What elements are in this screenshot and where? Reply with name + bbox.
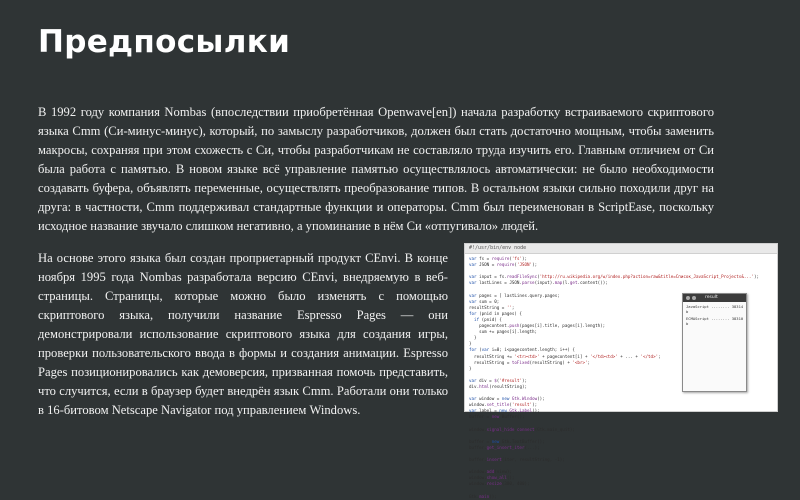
gtk-window-row: JavaScript ........ 38314 b (686, 304, 744, 314)
gtk-window-titlebar (683, 294, 746, 302)
paragraph-cenvi-history: На основе этого языка был создан проприетарный продукт CEnvi. В конце ноября 1995 года Nombas разработала версию CEnvi, внедряемую в веб-страницы. Страницы, которые можно было изменять с помощью скриптового языка, получили название Espresso Pages — они демонстрировали использование скриптового языка для создания игры, проверки пользовательского ввода в формы и создания анимации. Espresso Pages позиционировались как демоверсия, призванная помочь представить, что случится, если в браузер будет внедрён язык Cmm. Работали они только в 16-битовом Netscape Navigator под управлением Windows. (38, 251, 448, 417)
gtk-window-title: result (705, 295, 718, 300)
gtk-result-window (682, 293, 747, 392)
editor-titlebar-text: #!/usr/bin/env node (469, 245, 527, 251)
window-close-icon (686, 296, 690, 300)
gtk-window-row: ECMAScript ........ 38310 b (686, 316, 744, 326)
slide-title: Предпосылки (38, 24, 291, 60)
paragraph-cmm-history: В 1992 году компания Nombas (впоследствии приобретённая Openwave[en]) начала разработку встраиваемого скриптового языка Cmm (Си-минус-минус), который, по замыслу разработчиков, должен был стать достаточно мощным, чтобы заменить макросы, сохраняя при этом схожесть с Си, чтобы разработчикам не составляло труда изучить его. Главным отличием от Си была работа с памятью. В новом языке всё управление памятью осуществлялось автоматически: не было необходимости создавать буфера, объявлять переменные, осуществлять преобразование типов. В остальном языки сильно походили друг на друга: в частности, Cmm поддерживал стандартные функции и операторы. Cmm был переименован в ScriptEase, поскольку исходное название звучало слишком негативно, а упоминание в нём Си «отпугивало» людей. (38, 105, 714, 233)
code-listing-image: var fs = require('fs'); var JSON = require('JSON'); var input = fs.readFileSync('http://ru.wikipedia.org/w/index.php?action=raw&title=Список_JavaScript_Projects&...'); var lastLines = JSON.parse(input).map(l.get.content()); var pages = [ lastLines.query.pages; var sum = 0; resultString = ''; for (pnid in pages) { if (pnid) { pagecontent.push(pages[i].title, pages[i].length); sum += pages[i].length; } } for (var i=0; i<pagecontent.length; i++) { resultString += '<tr><td>' + pagecontent[i] + '</td><td>' + ... + '</td>'; resultString = toFixed(resultString) + '<br>'; } var div = $('#result'); div.html(resultString); var window = new Gtk.Window(); window.set_title('result'); var label = new Gtk.Label(); buffer = new Buffer(); window.signal_hide.connect(Gtk.main_quit); buffer = new Gtk.TextBuffer(); buffer.get_insert_iter(...); buffer.insert(iter, resultString, -1); window.add(view); window.show_all(); window.resize(300, 400); Gtk.main(); (469, 256, 759, 499)
editor-titlebar (465, 244, 777, 254)
code-editor-screenshot (465, 244, 777, 499)
window-minimize-icon (692, 296, 696, 300)
